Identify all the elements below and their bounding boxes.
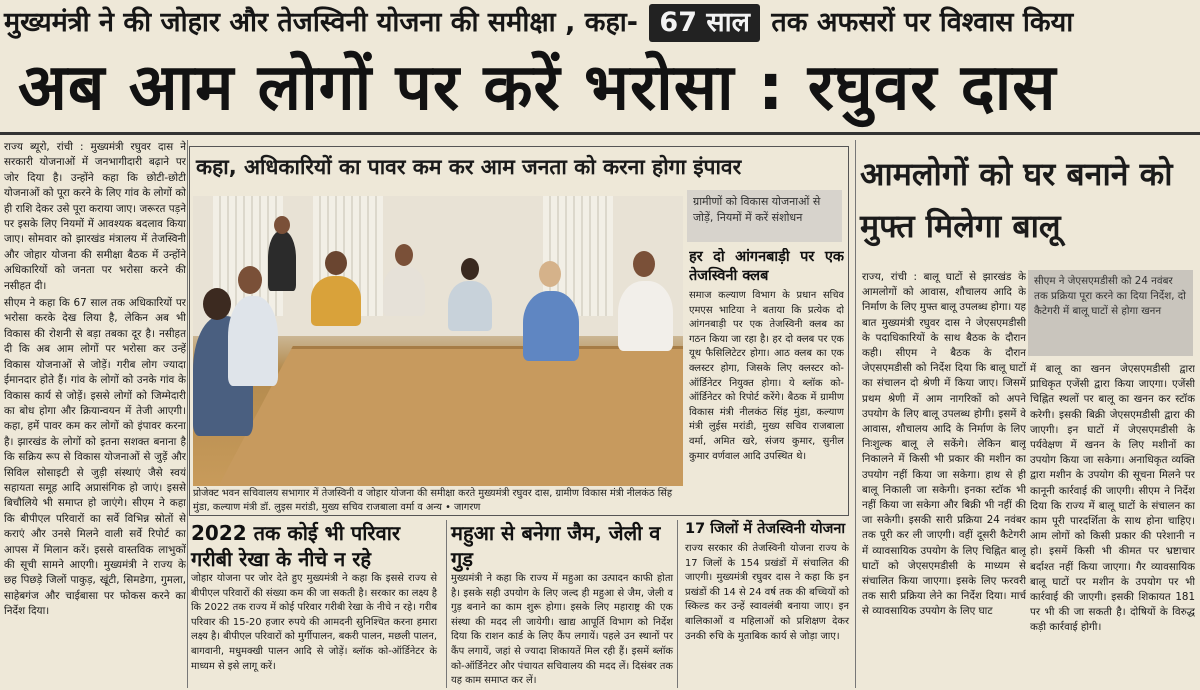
main-headline: अब आम लोगों पर करें भरोसा : रघुवर दास [18, 51, 1057, 125]
lead-column [4, 140, 186, 688]
feature-inset: ग्रामीणों को विकास योजनाओं से जोड़ें, नियमों में करें संशोधन [687, 190, 842, 242]
tejaswini-club-text: समाज कल्याण विभाग के प्रधान सचिव एमएस भाटिया ने बताया कि प्रत्येक दो आंगनबाड़ी पर एक तेजस्विनी क्लब का गठन किया जा रहा है। हर दो क्लब पर एक यूथ फैसिलिटेटर होगा। आठ क्लब का एक क्लस्टर होगा, जिसके लिए क्लस्टर को-ऑर्डिनेटर नियुक्त होगा। ये ब्लॉक को-ऑर्डिनेटर को रिपोर्ट करेंगे। बैठक में ग्रामीण विकास मंत्री नीलकंठ सिंह मुंडा, कल्याण मंत्री लुईस मरांडी, मुख्य सचिव राजबाला वर्मा, अमित खरे, संजय कुमार, सुनील कुमार वर्णवाल आदि उपस्थित थे। [689, 290, 844, 462]
sand-highlight-box: सीएम ने जेएसएमडीसी को 24 नवंबर तक प्रक्रिया पूरा करने का दिया निर्देश, दो कैटेगरी में बालू घाटों से होगा खनन [1028, 270, 1193, 356]
kicker-text-2: तक अफसरों पर विश्वास किया [771, 7, 1074, 38]
sand-headline: आमलोगों को घर बनाने को मुफ्त मिलेगा बालू [860, 155, 1173, 245]
column-divider [187, 140, 188, 688]
tejaswini-district-text: राज्य सरकार की तेजस्विनी योजना राज्य के 17 जिलों के 154 प्रखंडों में संचालित की जाएगी। मुख्यमंत्री रघुवर दास ने कहा कि इन प्रखंडों की 14 से 24 वर्ष तक की बच्चियों को स्किल्ड कर उन्हें स्वावलंबी बनाया जाए। इन बालिकाओं व महिलाओं को प्रशिक्षण देकर उनकी रुचि के मुताबिक कार्य से जोड़ा जाए। [685, 543, 849, 642]
lead-paragraph-1: राज्य ब्यूरो, रांची : मुख्यमंत्री रघुवर दास ने सरकारी योजनाओं में जनभागीदारी बढ़ाने पर जोर दिया है। उन्होंने कहा कि छोटी-छोटी योजनाओं को पूरा करने के लिए गांव के लोगों को ही राशि देकर उसे पूरा कराया जाए। जरूरत पड़ने पर इसके लिए नियमों में आवश्यक बदलाव किया जाए। सोमवार को झारखंड मंत्रालय में तेजस्विनी और जोहार योजना की समीक्षा बैठक में उन्होंने अधिकारियों को जनता पर भरोसा करने की नसीहत दी। [4, 141, 186, 292]
mahua-text: मुख्यमंत्री ने कहा कि राज्य में महुआ का उत्पादन काफी होता है। इसके सही उपयोग के लिए जल्द ही महुआ से जैम, जेली व गुड़ बनाने का काम शुरू होगा। इसके लिए महाराष्ट्र की एक संस्था की मदद ली जायेगी। खाद्य आपूर्ति विभाग को निर्देश दिया कि राशन कार्ड के लिए कैंप लगायें। पहले उन स्थानों पर कैंप लगायें, जहां से ज्यादा शिकायतें मिल रही हैं। इसमें ब्लॉक को-ऑर्डिनेटर और पंचायत सचिवालय की मदद लें। दिसंबर तक यह काम समाप्त कर लें। [451, 573, 673, 687]
tejaswini-club-heading: हर दो आंगनबाड़ी पर एक तेजस्विनी क्लब [689, 249, 844, 284]
section-divider [855, 140, 856, 688]
sand-story-left: राज्य, रांची : बालू घाटों से झारखंड के आमलोगों को आवास, शौचालय आदि के निर्माण के लिए मुफ्त बालू उपलब्ध होगा। यह बात मुख्यमंत्री रघुवर दास ने जेएसएमडीसी के पदाधिकारियों के साथ बैठक के दौरान कही। सीएम ने बैठक के दौरान जेएसएमडीसी को निर्देश दिया कि बालू घाटों का संचालन दो श्रेणी में किया जाए। जिसमें प्रथम श्रेणी में आम नागरिकों को अपने उपयोग के लिए बालू उपलब्ध होगी। इसमें वे आवास, शौचालय आदि के निर्माण के लिए निःशुल्क बालू ले सकेंगे। लेकिन बालू निकालने में किसी भी प्रकार की मशीन का उपयोग नहीं किया जा सकेगा। हाथ से ही बालू निकाली जा सकेगी। इनका स्टॉक भी नहीं किया जा सकेगा और बिक्री भी नहीं की जा सकेगी। इसकी सारी प्रक्रिया 24 नवंबर तक पूरी कर ली जाएगी। वहीं दूसरी कैटेगरी में व्यावसायिक उपयोग के लिए चिह्नित बालू घाटों को जेएसएमडीसी के माध्यम से संचालित किया जाएगा। इसके लिए फरवरी तक सारी प्रक्रिया लेने का निर्देश दिया। मार्च से व्यावसायिक उपयोग के लिए घाट [862, 271, 1026, 618]
lead-paragraph-2: सीएम ने कहा कि 67 साल तक अधिकारियों पर भरोसा करके देख लिया है, लेकिन अब भी विकास की रोशनी से बड़ा तबका दूर है। नसीहत दी कि अब आम लोगों पर भरोसा कर उन्हें विकास योजनाओं से जोड़ें। गरीब लोग ज्यादा ईमानदार होते हैं। गांव के लोगों को उनके गांव के विकास कार्य से जोड़ें। इससे लोगों को जिम्मेदारी का बोध होगा और क्रियान्वयन में तेजी आएगी। कहा, हमें पावर कम कर लोगों को इंपावर करना है। झारखंड के लोगों को इतना सशक्त बनाना है कि सक्रिय रूप से विकास योजनाओं से जुड़ें और सिविल सोसाइटी से जुड़ी संस्थाएं जैसे स्वयं सहायता समूह आदि अप्रासंगिक हो जाएं। इससे बिचौलिये भी समाप्त हो जाएंगे। सीएम ने कहा कि बीपीएल परिवारों का सर्वे विभिन्न स्रोतों से कराएं और उनसे मिलने वाली सर्वे रिपोर्ट का आपस में मिलान करें। इससे वास्तविक लाभुकों की सूची सामने आएगी। मुख्यमंत्री ने राज्य के छह पिछड़े जिलों पाकुड़, खूंटी, सिमडेगा, गुमला, साहेबगंज और चाईबासा पर फोकस करने का निर्देश दिया। [4, 297, 186, 618]
kicker-text-1: मुख्यमंत्री ने की जोहार और तेजस्विनी योजना की समीक्षा , कहा- [4, 7, 638, 38]
bpl-heading: 2022 तक कोई भी परिवार गरीबी रेखा के नीचे न रहे [191, 521, 401, 571]
bpl-story [191, 520, 437, 688]
photo-caption: प्रोजेक्ट भवन सचिवालय सभागार में तेजस्विनी व जोहार योजना की समीक्षा करते मुख्यमंत्री रघुवर दास, ग्रामीण विकास मंत्री नीलकंठ सिंह मुंडा, कल्याण मंत्री डॉ. लुइस मरांडी, मुख्य सचिव राजबाला वर्मा व अन्य • जागरण [193, 488, 673, 513]
meeting-photo [193, 196, 683, 486]
kicker-highlight: 67 साल [649, 4, 760, 42]
tejaswini-district-heading: 17 जिलों में तेजस्विनी योजना [685, 521, 846, 537]
mahua-heading: महुआ से बनेगा जैम, जेली व गुड़ [451, 521, 661, 571]
feature-title: कहा, अधिकारियों का पावर कम कर आम जनता को करना होगा इंपावर [196, 155, 742, 179]
sand-story-right: में बालू का खनन जेएसएमडीसी द्वारा प्राधिकृत एजेंसी द्वारा किया जाएगा। एजेंसी चिह्नित स्थलों पर बालू का खनन कर स्टॉक करेगी। इसकी बिक्री जेएसएमडीसी द्वारा की जाएगी। इन घाटों में जेएसएमडीसी के पर्यवेक्षण में खनन के लिए मशीनों का उपयोग किया जा सकेगा। अनाधिकृत व्यक्ति द्वारा मशीन के उपयोग की सूचना मिलने पर कानूनी कार्रवाई की जाएगी। सीएम ने निर्देश दिया कि राज्य में बालू घाटों के संचालन का काम पूरी पारदर्शिता के साथ होना चाहिए। आम लोगों को किसी प्रकार की परेशानी न हो। इसमें किसी भी कीमत पर भ्रष्टाचार बर्दाश्त नहीं किया जाएगा। गैर व्यावसायिक बालू घाटों पर मशीन के उपयोग पर भी कार्रवाई की जाएगी। इसकी शिकायत 181 पर भी की जा सकती है। दोषियों के विरुद्ध कड़ी कार्रवाई होगी। [1030, 363, 1195, 634]
headline-rule [0, 132, 1200, 135]
bpl-text: जोहार योजना पर जोर देते हुए मुख्यमंत्री ने कहा कि इससे राज्य से बीपीएल परिवारों की संख्या कम की जा सकती है। सरकार का लक्ष्य है कि 2022 तक राज्य में कोई परिवार गरीबी रेखा के नीचे न रहे। गरीब परिवार की 15-20 हजार रुपये की आमदनी सुनिश्चित करना हमारा लक्ष्य है। बीपीएल परिवारों को मुर्गीपालन, बकरी पालन, मछली पालन, बागवानी, मधुमक्खी पालन आदि से जोड़ें। ब्लॉक को-ऑर्डिनेटर के माध्यम से इसे लागू करें। [191, 573, 437, 672]
tejaswini-club-story [689, 248, 844, 510]
kicker-line [0, 0, 1200, 46]
tejaswini-district-story [685, 520, 849, 688]
mahua-story [446, 520, 678, 688]
